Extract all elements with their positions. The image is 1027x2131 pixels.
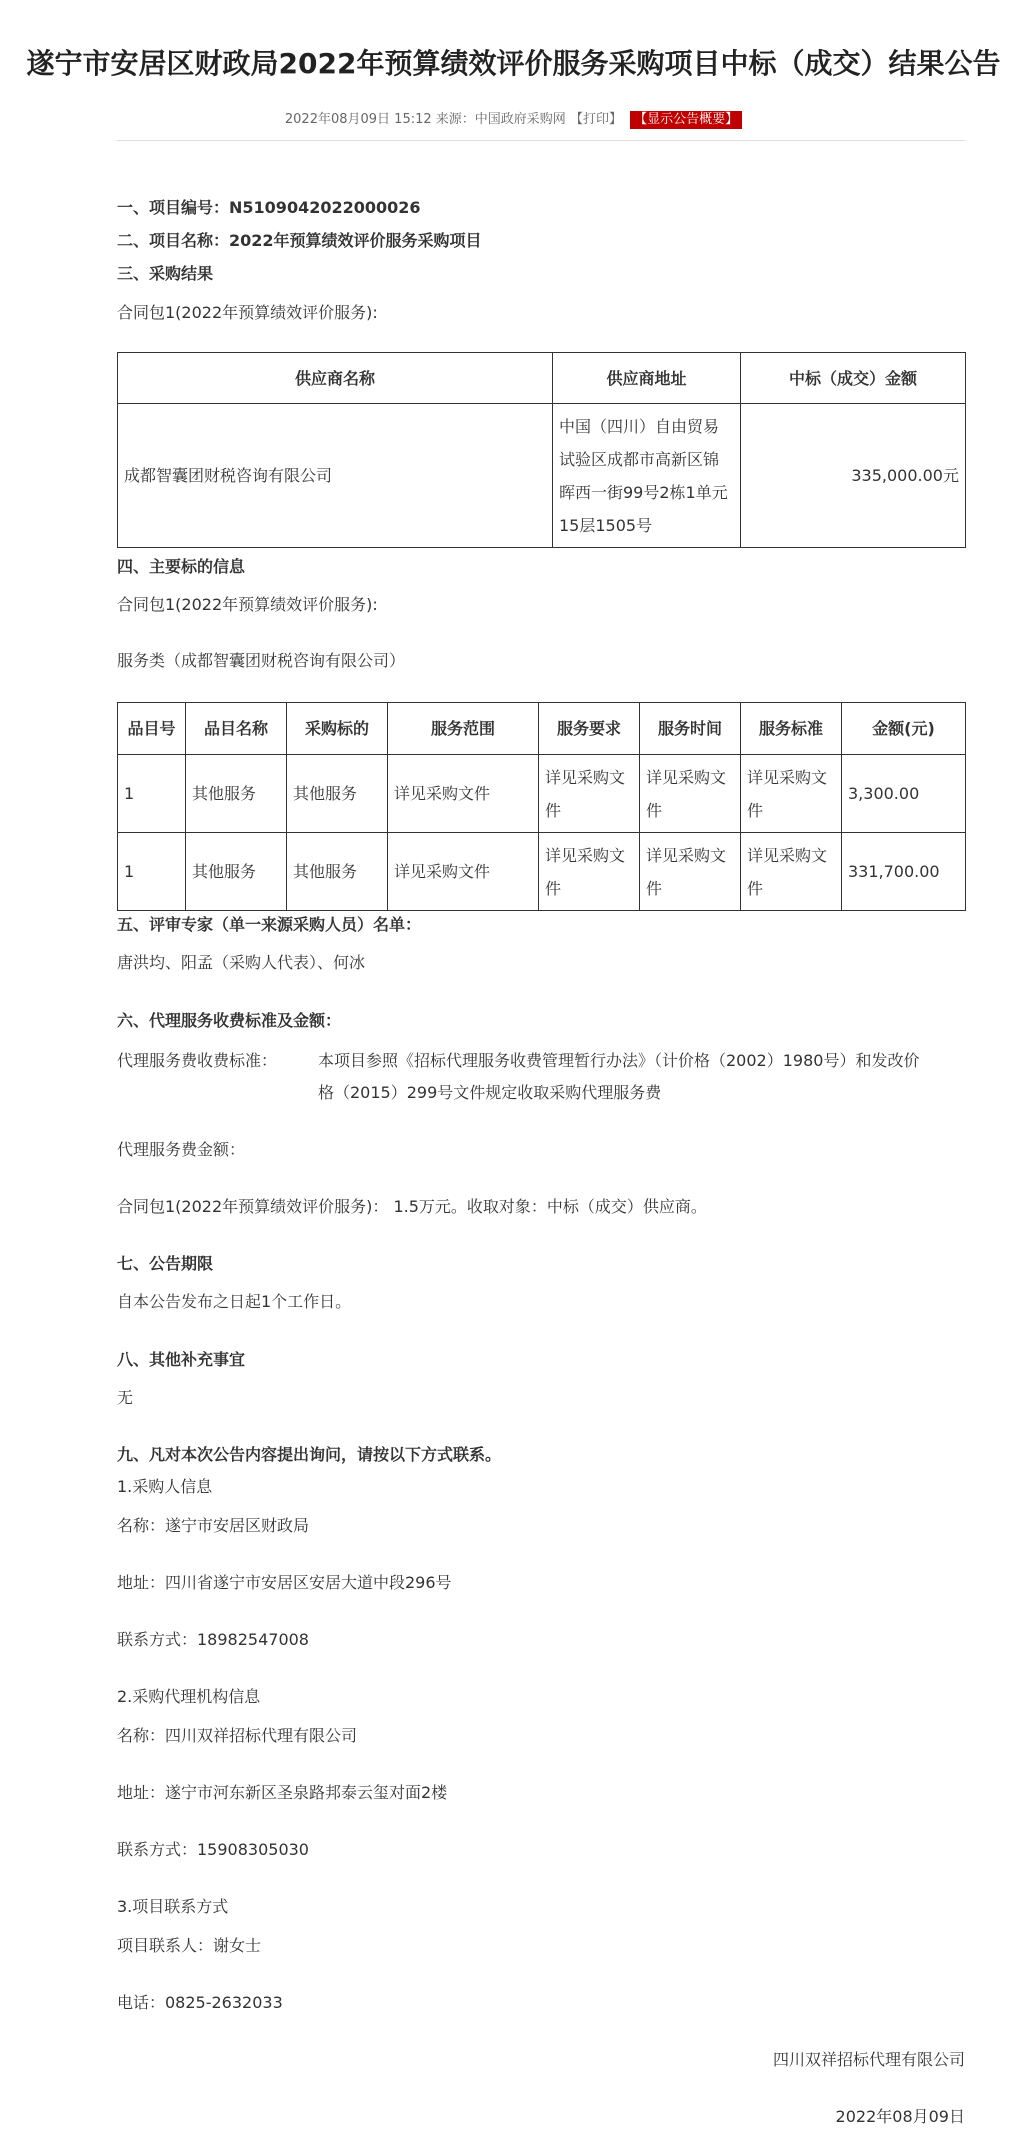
section-other-matters: 八、其他补充事宜 xyxy=(117,1350,246,1369)
table-cell: 详见采购文件 xyxy=(741,755,842,833)
project-name-label: 二、项目名称： xyxy=(117,231,230,250)
column-header: 供应商名称 xyxy=(118,353,553,404)
meta-line xyxy=(0,108,1027,129)
section-procurement-result: 三、采购结果 xyxy=(117,264,214,283)
section-agency-fee: 六、代理服务收费标准及金额： xyxy=(117,1011,342,1030)
agency-title: 2.采购代理机构信息 xyxy=(117,1687,261,1706)
agency-address: 地址：遂宁市河东新区圣泉路邦泰云玺对面2楼 xyxy=(117,1783,448,1802)
divider xyxy=(117,140,965,141)
fee-amount-label: 代理服务费金额： xyxy=(117,1140,246,1159)
items-table xyxy=(117,702,966,911)
purchaser-title: 1.采购人信息 xyxy=(117,1477,213,1496)
footer-date: 2022年08月09日 xyxy=(835,2107,965,2126)
fee-standard-label: 代理服务费收费标准： xyxy=(117,1051,278,1070)
section-notice-period: 七、公告期限 xyxy=(117,1254,214,1273)
table-header-row xyxy=(118,353,966,404)
show-summary-button[interactable]: 【显示公告概要】 xyxy=(630,111,742,129)
project-contact-title: 3.项目联系方式 xyxy=(117,1897,229,1916)
table-header-row xyxy=(118,703,966,755)
purchaser-name: 名称：遂宁市安居区财政局 xyxy=(117,1516,310,1535)
project-name xyxy=(117,230,482,252)
column-header: 供应商地址 xyxy=(553,353,741,404)
footer-company: 四川双祥招标代理有限公司 xyxy=(772,2050,965,2069)
project-contact-phone: 电话：0825-2632033 xyxy=(117,1993,283,2012)
fee-amount: 合同包1(2022年预算绩效评价服务)： 1.5万元。收取对象：中标（成交）供应商。 xyxy=(117,1197,707,1216)
table-cell: 其他服务 xyxy=(186,833,287,911)
project-contact-person: 项目联系人：谢女士 xyxy=(117,1936,262,1955)
purchaser-address: 地址：四川省遂宁市安居区安居大道中段296号 xyxy=(117,1573,452,1592)
table-cell: 1 xyxy=(118,833,186,911)
agency-contact: 联系方式：15908305030 xyxy=(117,1840,309,1859)
purchaser-contact: 联系方式：18982547008 xyxy=(117,1630,309,1649)
table-cell: 1 xyxy=(118,755,186,833)
award-amount: 335,000.00元 xyxy=(741,404,966,548)
project-number-value: N5109042022000026 xyxy=(229,198,421,217)
table-cell: 其他服务 xyxy=(186,755,287,833)
other-matters: 无 xyxy=(117,1388,134,1407)
table-row xyxy=(118,833,966,911)
column-header: 服务范围 xyxy=(388,703,539,755)
fee-standard-text-line2: 格（2015）299号文件规定收取采购代理服务费 xyxy=(318,1083,662,1102)
table-cell: 详见采购文件 xyxy=(741,833,842,911)
expert-names: 唐洪均、阳孟（采购人代表）、何冰 xyxy=(117,953,366,972)
table-cell: 详见采购文件 xyxy=(539,833,640,911)
project-name-value: 2022年预算绩效评价服务采购项目 xyxy=(229,231,482,250)
section-experts: 五、评审专家（单一来源采购人员）名单： xyxy=(117,915,422,934)
project-number xyxy=(117,197,421,219)
project-number-label: 一、项目编号： xyxy=(117,198,230,217)
table-row xyxy=(118,404,966,548)
source-name: 中国政府采购网 xyxy=(474,112,566,127)
table-cell: 详见采购文件 xyxy=(640,833,741,911)
table-cell: 其他服务 xyxy=(287,755,388,833)
table-cell: 详见采购文件 xyxy=(640,755,741,833)
supplier-address: 中国（四川）自由贸易试验区成都市高新区锦晖西一街99号2栋1单元15层1505号 xyxy=(553,404,741,548)
column-header: 品目名称 xyxy=(186,703,287,755)
table-cell: 详见采购文件 xyxy=(388,755,539,833)
table-cell: 详见采购文件 xyxy=(388,833,539,911)
column-header: 品目号 xyxy=(118,703,186,755)
column-header: 服务要求 xyxy=(539,703,640,755)
result-table xyxy=(117,352,966,548)
page-title: 遂宁市安居区财政局2022年预算绩效评价服务采购项目中标（成交）结果公告 xyxy=(26,47,1001,80)
fee-standard-text-line1: 本项目参照《招标代理服务收费管理暂行办法》（计价格（2002）1980号）和发改价 xyxy=(318,1051,920,1070)
column-header: 服务时间 xyxy=(640,703,741,755)
notice-period: 自本公告发布之日起1个工作日。 xyxy=(117,1292,352,1311)
table-row xyxy=(118,755,966,833)
package-label: 合同包1(2022年预算绩效评价服务): xyxy=(117,595,378,614)
section-main-items: 四、主要标的信息 xyxy=(117,557,246,576)
table-cell: 331,700.00 xyxy=(842,833,966,911)
service-category: 服务类（成都智囊团财税咨询有限公司） xyxy=(117,651,406,670)
column-header: 中标（成交）金额 xyxy=(741,353,966,404)
package-label: 合同包1(2022年预算绩效评价服务): xyxy=(117,303,378,322)
print-link[interactable]: 【打印】 xyxy=(569,112,622,127)
supplier-name: 成都智囊团财税咨询有限公司 xyxy=(118,404,553,548)
agency-name: 名称：四川双祥招标代理有限公司 xyxy=(117,1726,358,1745)
table-cell: 3,300.00 xyxy=(842,755,966,833)
table-cell: 详见采购文件 xyxy=(539,755,640,833)
table-cell: 其他服务 xyxy=(287,833,388,911)
column-header: 金额(元) xyxy=(842,703,966,755)
source-label: 来源： xyxy=(435,112,475,127)
publish-date: 2022年08月09日 15:12 xyxy=(284,112,432,127)
column-header: 采购标的 xyxy=(287,703,388,755)
section-contact: 九、凡对本次公告内容提出询问，请按以下方式联系。 xyxy=(117,1445,502,1464)
column-header: 服务标准 xyxy=(741,703,842,755)
